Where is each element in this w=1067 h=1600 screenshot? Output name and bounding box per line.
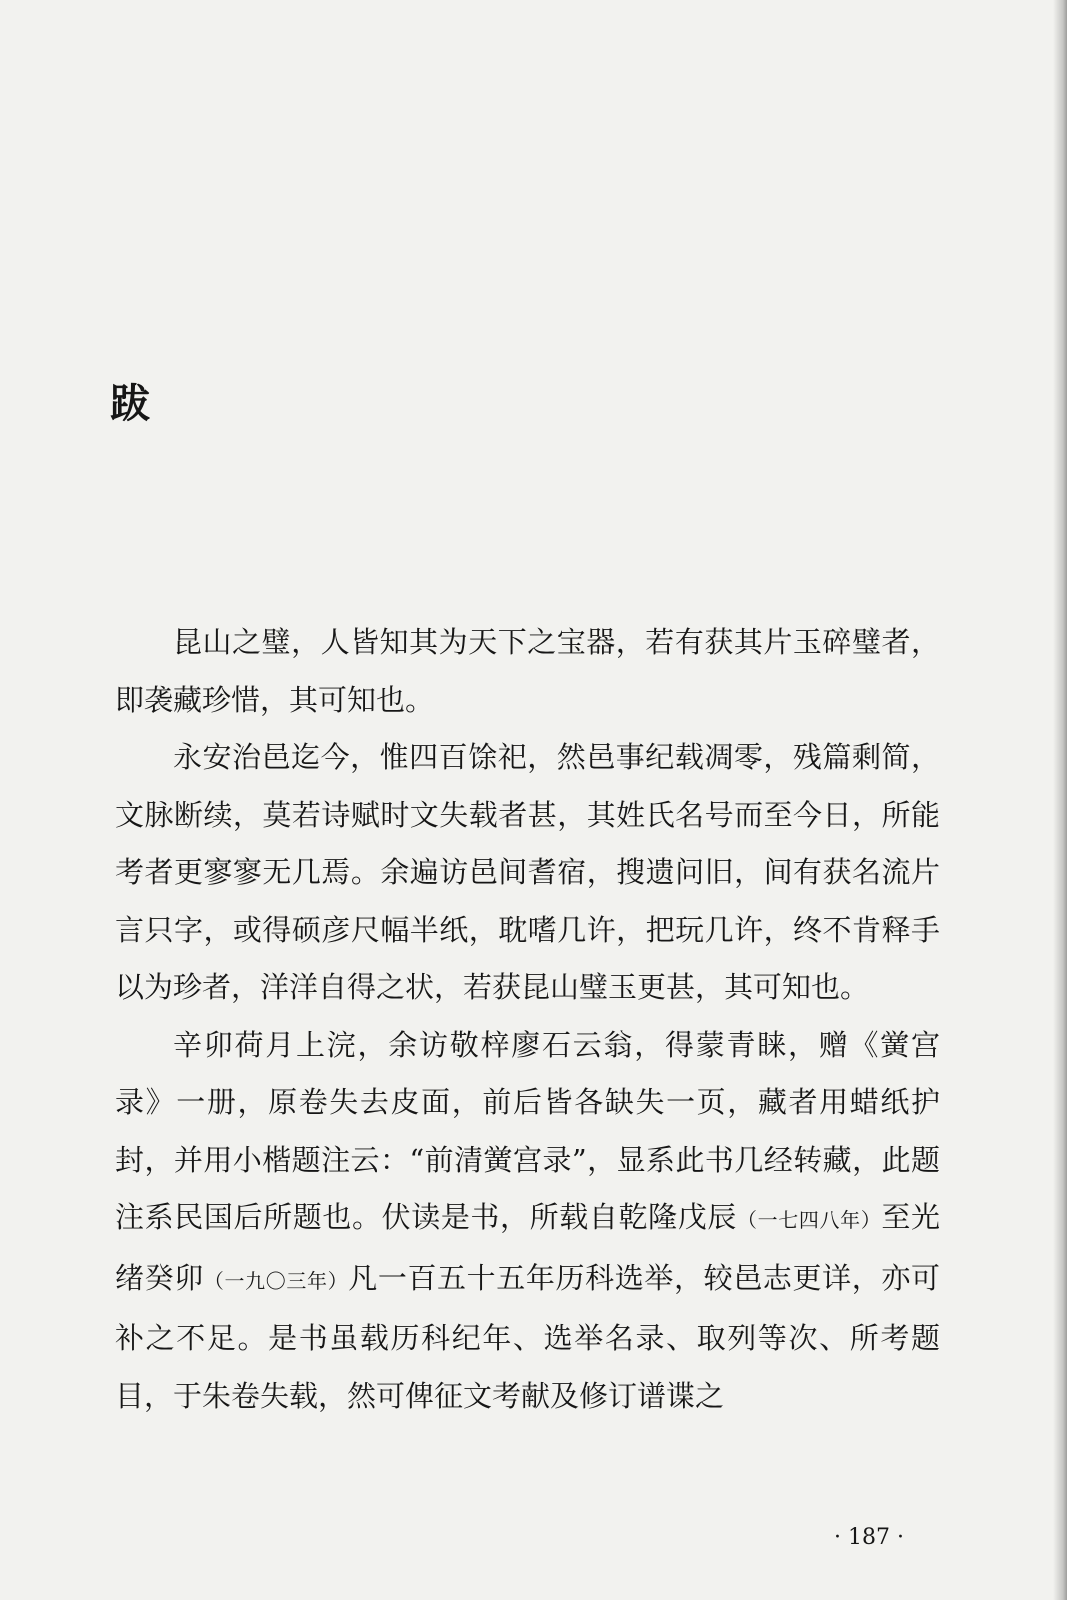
body-text <box>115 614 940 1425</box>
paragraph-1-text: 昆山之璧，人皆知其为天下之宝器，若有获其片玉碎璧者，即袭藏珍惜，其可知也。 <box>115 625 940 717</box>
paragraph-3-text-c: 凡一百五十五年历科选举，较邑志更详，亦可补之不足。是书虽载历科纪年、选举名录、取列等次、所考题目，于朱卷失载，然可俾征文考献及修订谱谍之 <box>115 1260 940 1413</box>
paragraph-3-text-a: 辛卯荷月上浣，余访敬梓廖石云翁，得蒙青睐，赠《黉宫录》一册，原卷失去皮面，前后皆各缺失一页，藏者用蜡纸护封，并用小楷题注云：“前清黉宫录”，显系此书几经转藏，此题注系民国后所题也。伏读是书，所载自乾隆戊辰 <box>115 1027 940 1234</box>
paragraph-3-text-b: 至光绪癸卯 <box>115 1200 940 1295</box>
year-annotation-1903: （一九〇三年） <box>203 1268 349 1293</box>
page-edge-shadow <box>1053 0 1067 1600</box>
page-number: · 187 · <box>834 1525 904 1550</box>
section-title: 跋 <box>110 380 152 427</box>
paragraph-2-text: 永安治邑迄今，惟四百馀祀，然邑事纪载凋零，残篇剩简，文脉断续，莫若诗赋时文失载者甚，其姓氏名号而至今日，所能考者更寥寥无几焉。余遍访邑间耆宿，搜遗问旧，间有获名流片言只字，或得硕彦尺幅半纸，耽嗜几许，把玩几许，终不肯释手以为珍者，洋洋自得之状，若获昆山璧玉更甚，其可知也。 <box>115 740 940 1004</box>
paragraph-2 <box>115 729 940 1017</box>
year-annotation-1748: （一七四八年） <box>737 1208 882 1232</box>
paragraph-3 <box>115 1017 940 1426</box>
paragraph-1 <box>115 614 940 729</box>
